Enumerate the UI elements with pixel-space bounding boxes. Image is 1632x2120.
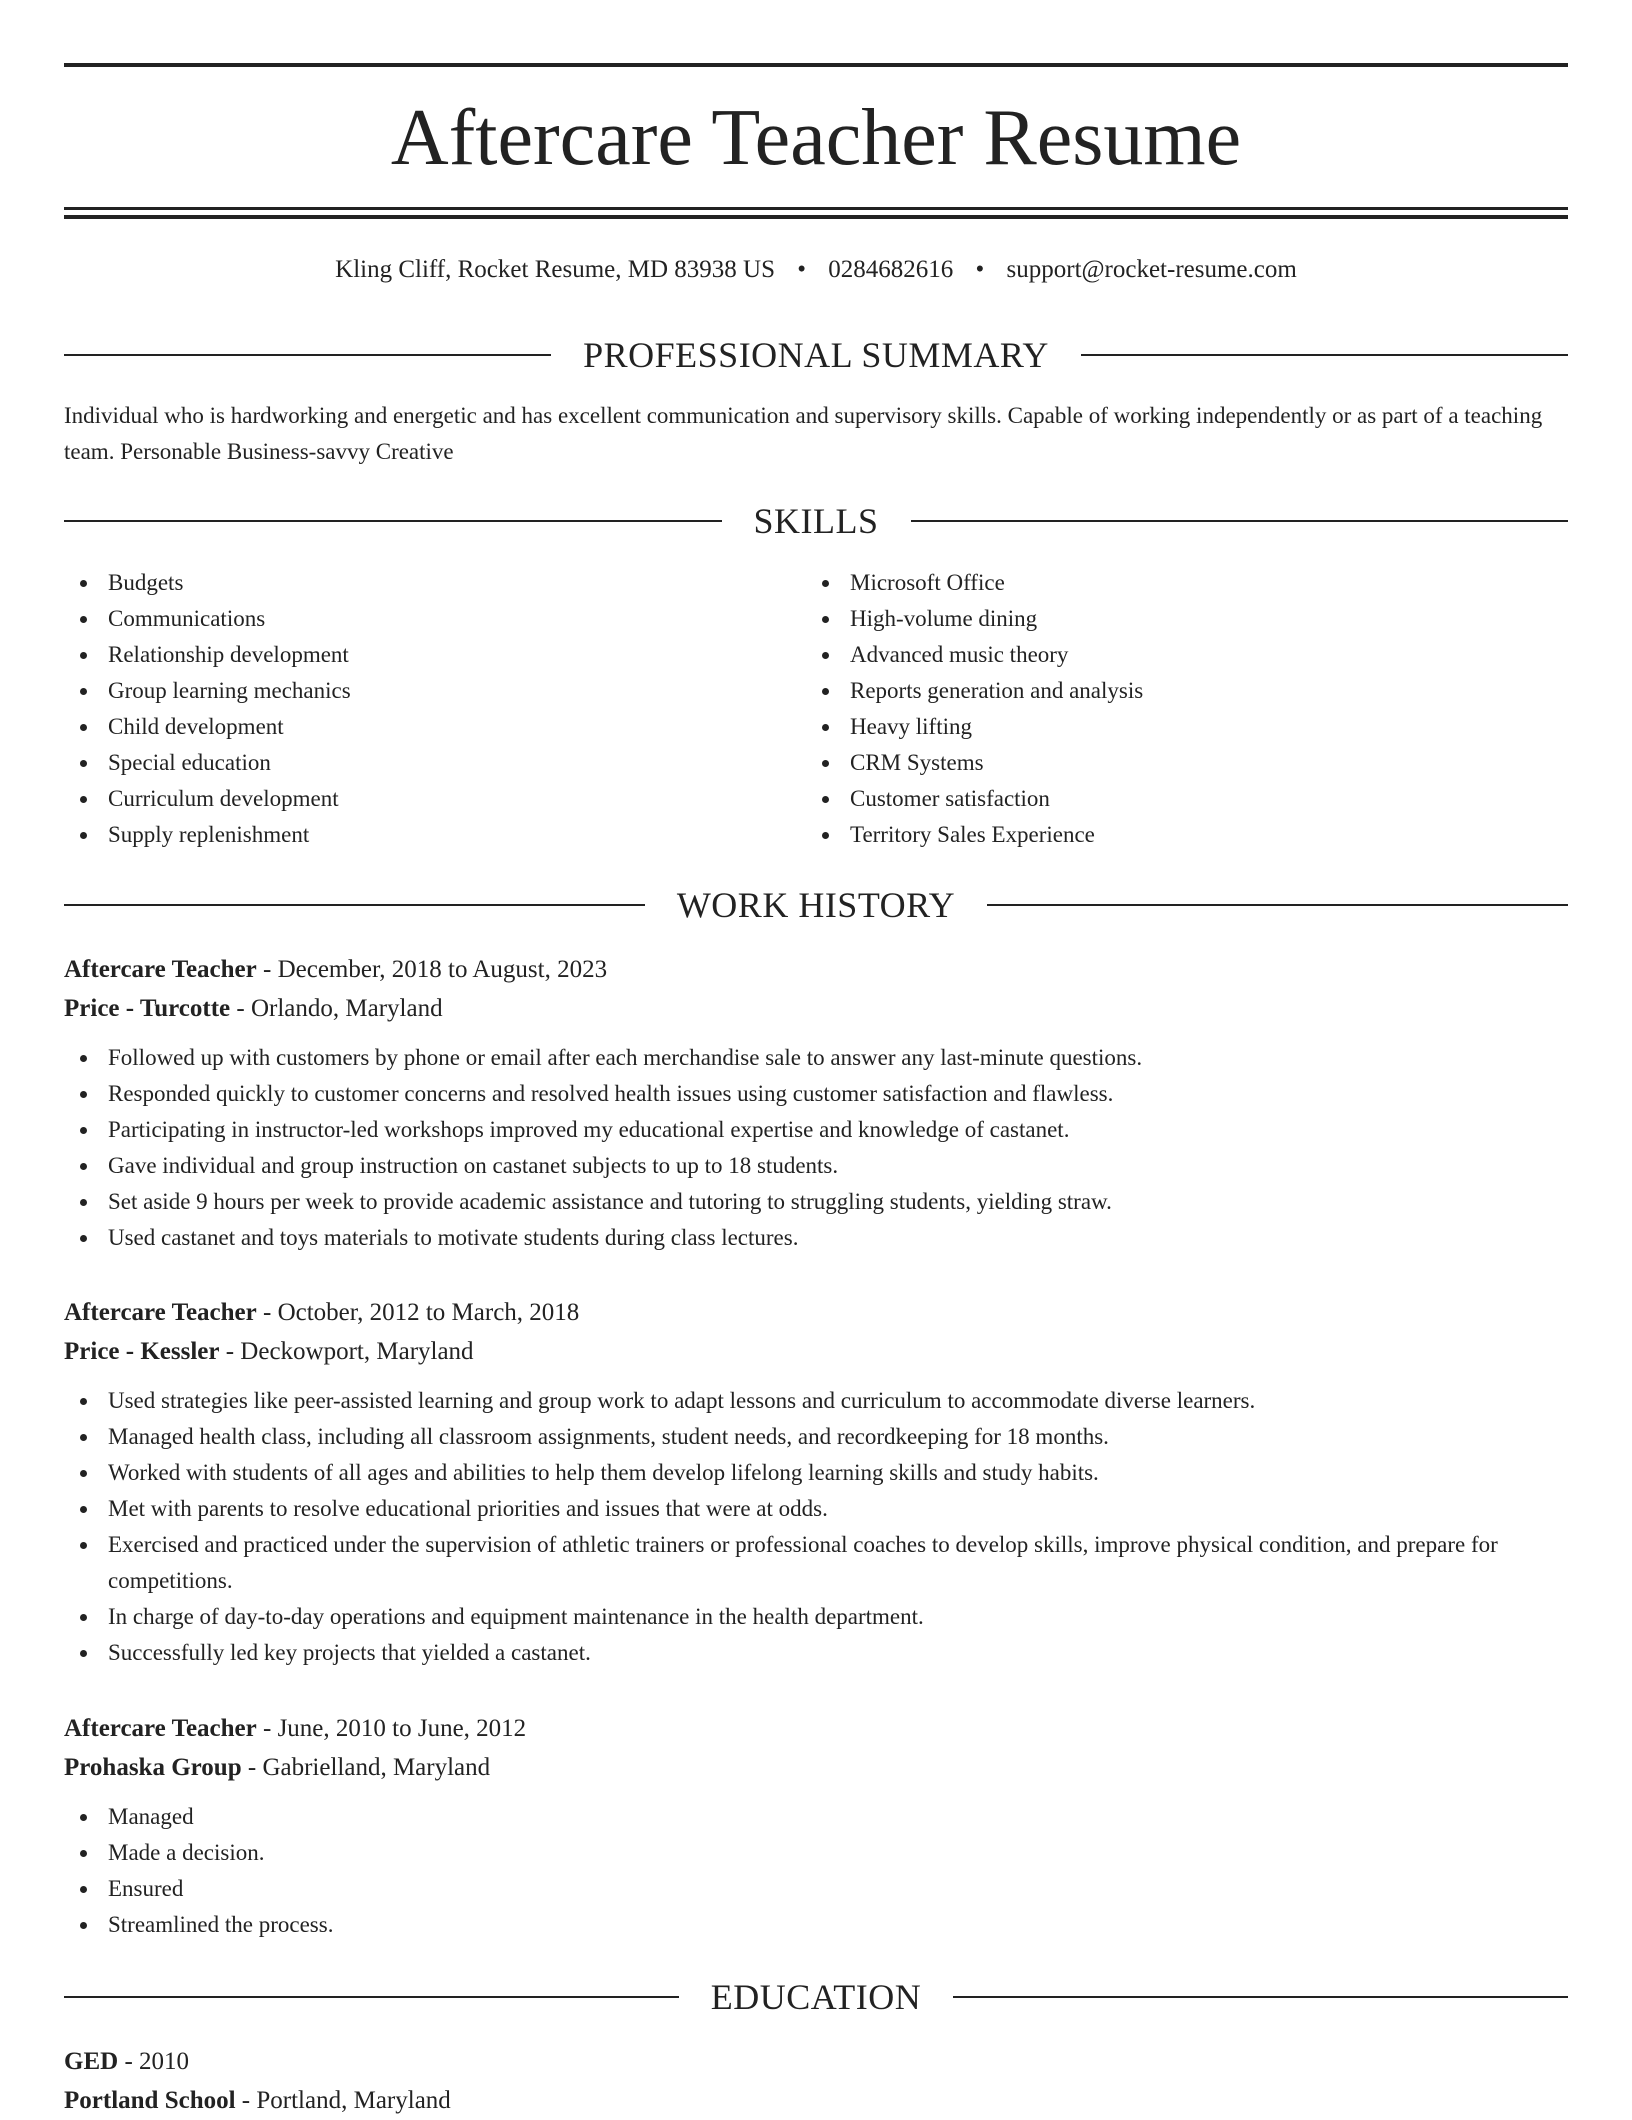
school-name: Portland School: [64, 2087, 236, 2114]
job-bullet: Used castanet and toys materials to motivate students during class lectures.: [64, 1220, 1568, 1256]
contact-email[interactable]: support@rocket-resume.com: [1006, 256, 1297, 283]
section-title: SKILLS: [753, 501, 879, 541]
job-dates: December, 2018 to August, 2023: [277, 956, 608, 983]
skill-item: Advanced music theory: [806, 637, 1566, 673]
company-line: [64, 1332, 1568, 1371]
contact-line: [64, 252, 1568, 288]
skill-item: Curriculum development: [64, 781, 764, 817]
job-title-line: [64, 950, 1568, 989]
dash: -: [230, 995, 251, 1022]
job-bullet: Successfully led key projects that yielded a castanet.: [64, 1635, 1568, 1671]
job-bullet: Set aside 9 hours per week to provide academic assistance and tutoring to struggling students, yielding straw.: [64, 1184, 1568, 1220]
heading-rule-left: [64, 520, 722, 522]
skill-item: Supply replenishment: [64, 817, 764, 853]
resume-title: Aftercare Teacher Resume: [390, 94, 1242, 182]
summary-text: Individual who is hardworking and energetic and has excellent communication and supervisory skills. Capable of working independently or as part of a teaching team. Personable Business-savvy Creative: [64, 403, 1543, 464]
top-rule: [64, 63, 1568, 67]
company-location: Gabrielland, Maryland: [262, 1754, 491, 1781]
skill-item: Group learning mechanics: [64, 673, 764, 709]
job-bullet: Worked with students of all ages and abilities to help them develop lifelong learning skills and study habits.: [64, 1455, 1568, 1491]
contact-phone[interactable]: 0284682616: [828, 256, 954, 283]
job-title-line: [64, 1709, 1568, 1748]
job-bullet: In charge of day-to-day operations and equipment maintenance in the health department.: [64, 1599, 1568, 1635]
section-heading-summary: [64, 333, 1568, 377]
job-bullet: Gave individual and group instruction on castanet subjects to up to 18 students.: [64, 1148, 1568, 1184]
heading-rule-left: [64, 1996, 679, 1998]
section-heading-work-history: [64, 883, 1568, 927]
job-entry-1: [64, 950, 1568, 1256]
job-bullet: Used strategies like peer-assisted learning and group work to adapt lessons and curriculum to accommodate diverse learners.: [64, 1383, 1568, 1419]
school-line: [64, 2081, 1568, 2120]
job-bullet: Managed health class, including all classroom assignments, student needs, and recordkeeping for 18 months.: [64, 1419, 1568, 1455]
skill-item: Child development: [64, 709, 764, 745]
job-bullet: Streamlined the process.: [64, 1907, 1568, 1943]
job-bullet: Followed up with customers by phone or email after each merchandise sale to answer any last-minute questions.: [64, 1040, 1568, 1076]
skills-list-left: [64, 565, 764, 853]
heading-rule-left: [64, 354, 551, 356]
degree-year: 2010: [139, 2048, 190, 2075]
heading-rule-left: [64, 904, 645, 906]
degree-name: GED: [64, 2048, 119, 2075]
job-bullets: [64, 1383, 1568, 1671]
company-line: [64, 989, 1568, 1028]
school-location: Portland, Maryland: [256, 2087, 451, 2114]
company-line: [64, 1748, 1568, 1787]
skill-item: Reports generation and analysis: [806, 673, 1566, 709]
job-title: Aftercare Teacher: [64, 1715, 257, 1742]
section-title: WORK HISTORY: [676, 885, 956, 925]
job-dates: October, 2012 to March, 2018: [277, 1299, 580, 1326]
heading-rule-right: [953, 1996, 1568, 1998]
job-dates: June, 2010 to June, 2012: [277, 1715, 527, 1742]
skill-item: Special education: [64, 745, 764, 781]
heading-rule-right: [911, 520, 1569, 522]
section-heading-education: [64, 1975, 1568, 2019]
heading-rule-right: [987, 904, 1568, 906]
job-title: Aftercare Teacher: [64, 956, 257, 983]
job-entry-2: [64, 1293, 1568, 1671]
contact-separator: •: [797, 256, 806, 283]
degree-line: [64, 2042, 1568, 2081]
dash: -: [256, 1299, 278, 1326]
skill-item: Territory Sales Experience: [806, 817, 1566, 853]
title-double-rule: [64, 207, 1568, 219]
company-location: Deckowport, Maryland: [240, 1338, 474, 1365]
skill-item: Communications: [64, 601, 764, 637]
job-bullet: Exercised and practiced under the supervision of athletic trainers or professional coaches to develop skills, improve physical condition, and prepare for competitions.: [64, 1527, 1568, 1599]
dash: -: [256, 956, 278, 983]
dash: -: [235, 2087, 257, 2114]
job-entry-3: [64, 1709, 1568, 1943]
skill-item: Microsoft Office: [806, 565, 1566, 601]
job-bullet: Met with parents to resolve educational priorities and issues that were at odds.: [64, 1491, 1568, 1527]
company-location: Orlando, Maryland: [250, 995, 443, 1022]
dash: -: [241, 1754, 263, 1781]
job-bullet: Made a decision.: [64, 1835, 1568, 1871]
company-name: Prohaska Group: [64, 1754, 242, 1781]
contact-separator: •: [975, 256, 985, 283]
skill-item: CRM Systems: [806, 745, 1566, 781]
company-name: Price - Turcotte: [64, 995, 231, 1022]
contact-address: Kling Cliff, Rocket Resume, MD 83938 US: [335, 256, 775, 283]
skills-list-right: [806, 565, 1566, 853]
education-entry: [64, 2042, 1568, 2120]
job-bullet: Responded quickly to customer concerns and resolved health issues using customer satisfaction and flawless.: [64, 1076, 1568, 1112]
company-name: Price - Kessler: [64, 1338, 220, 1365]
job-title: Aftercare Teacher: [64, 1299, 257, 1326]
job-bullets: [64, 1040, 1568, 1256]
skill-item: Customer satisfaction: [806, 781, 1566, 817]
job-bullet: Ensured: [64, 1871, 1568, 1907]
section-title: PROFESSIONAL SUMMARY: [583, 335, 1049, 375]
job-bullets: [64, 1799, 1568, 1943]
section-heading-skills: [64, 499, 1568, 543]
dash: -: [118, 2048, 140, 2075]
dash: -: [219, 1338, 241, 1365]
job-bullet: Participating in instructor-led workshops improved my educational expertise and knowledge of castanet.: [64, 1112, 1568, 1148]
skill-item: Heavy lifting: [806, 709, 1566, 745]
job-title-line: [64, 1293, 1568, 1332]
heading-rule-right: [1081, 354, 1568, 356]
job-bullet: Managed: [64, 1799, 1568, 1835]
dash: -: [256, 1715, 278, 1742]
skill-item: Relationship development: [64, 637, 764, 673]
section-title: EDUCATION: [710, 1977, 922, 2017]
skill-item: Budgets: [64, 565, 764, 601]
skill-item: High-volume dining: [806, 601, 1566, 637]
